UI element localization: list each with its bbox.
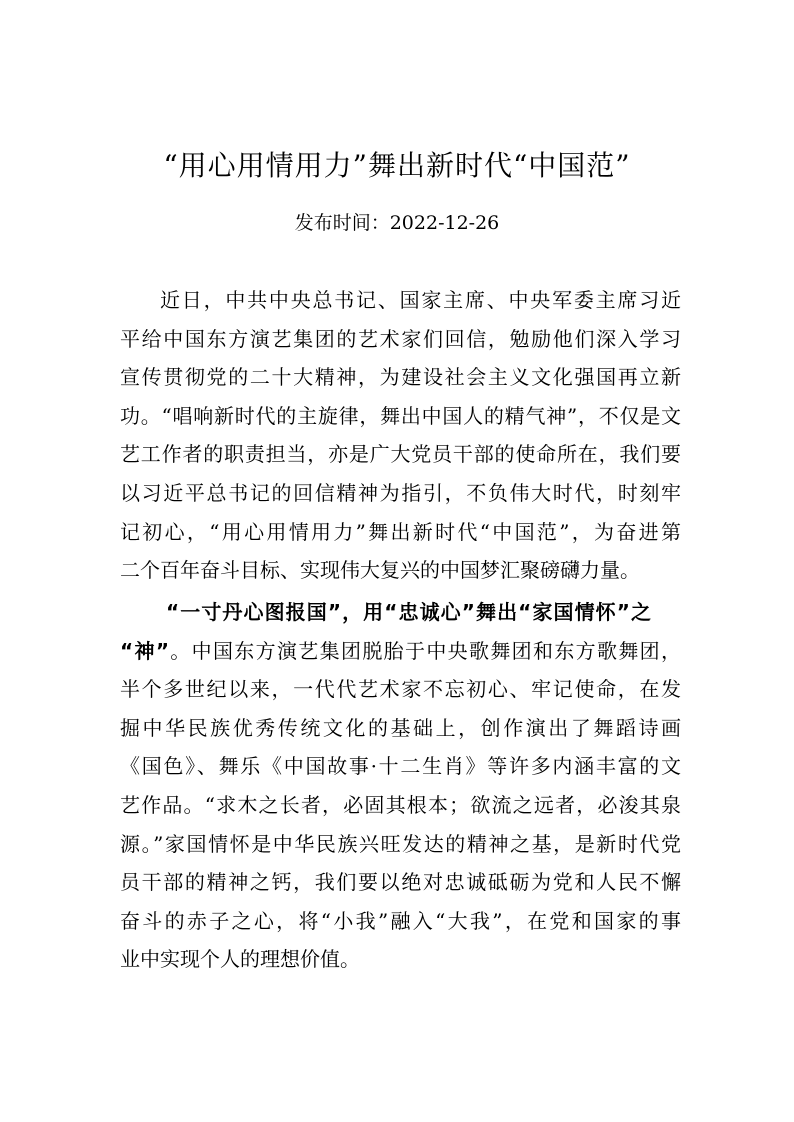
text-line: 记初心，“用心用情用力”舞出新时代“中国范”，为奋进第 — [120, 519, 681, 544]
text-line: 半个多世纪以来，一代代艺术家不忘初心、牢记使命，在发 — [120, 677, 681, 702]
text-line: 员干部的精神之钙，我们要以绝对忠诚砥砺为党和人民不懈 — [120, 870, 681, 895]
text-line: 艺作品。“求木之长者，必固其根本；欲流之远者，必浚其泉 — [120, 792, 681, 817]
text-line: 业中实现个人的理想价值。 — [120, 947, 360, 972]
text-line: 功。“唱响新时代的主旋律，舞出中国人的精气神”，不仅是文 — [120, 403, 681, 428]
text-line: 二个百年奋斗目标、实现伟大复兴的中国梦汇聚磅礴力量。 — [120, 558, 640, 583]
section-heading: “一寸丹心图报国”，用“忠诚心”舞出“家国情怀”之 — [166, 600, 651, 624]
text-span: 。中国东方演艺集团脱胎于中央歌舞团和东方歌舞团， — [168, 638, 682, 663]
text-line: 掘中华民族优秀传统文化的基础上，创作演出了舞蹈诗画 — [120, 715, 681, 740]
publish-date: 发布时间：2022-12-26 — [294, 212, 500, 234]
section-heading-tail: “神” — [120, 638, 169, 663]
text-line: 以习近平总书记的回信精神为指引，不负伟大时代，时刻牢 — [120, 480, 681, 505]
text-line: 艺工作者的职责担当，亦是广大党员干部的使命所在，我们要 — [120, 442, 681, 467]
text-line — [120, 632, 681, 671]
paragraph-2 — [120, 593, 681, 979]
text-line: 近日，中共中央总书记、国家主席、中央军委主席习近 — [160, 288, 681, 312]
text-line: 奋斗的赤子之心，将“小我”融入“大我”，在党和国家的事 — [120, 908, 681, 933]
paragraph-1 — [120, 281, 681, 590]
text-line: 《国色》、舞乐《中国故事·十二生肖》等许多内涵丰富的文 — [120, 754, 681, 779]
text-line: 宣传贯彻党的二十大精神，为建设社会主义文化强国再立新 — [120, 365, 681, 390]
text-line: 平给中国东方演艺集团的艺术家们回信，勉励他们深入学习 — [120, 326, 681, 351]
text-line: 源。”家国情怀是中华民族兴旺发达的精神之基，是新时代党 — [120, 831, 681, 856]
article-title: “用心用情用力”舞出新时代“中国范” — [163, 149, 631, 182]
